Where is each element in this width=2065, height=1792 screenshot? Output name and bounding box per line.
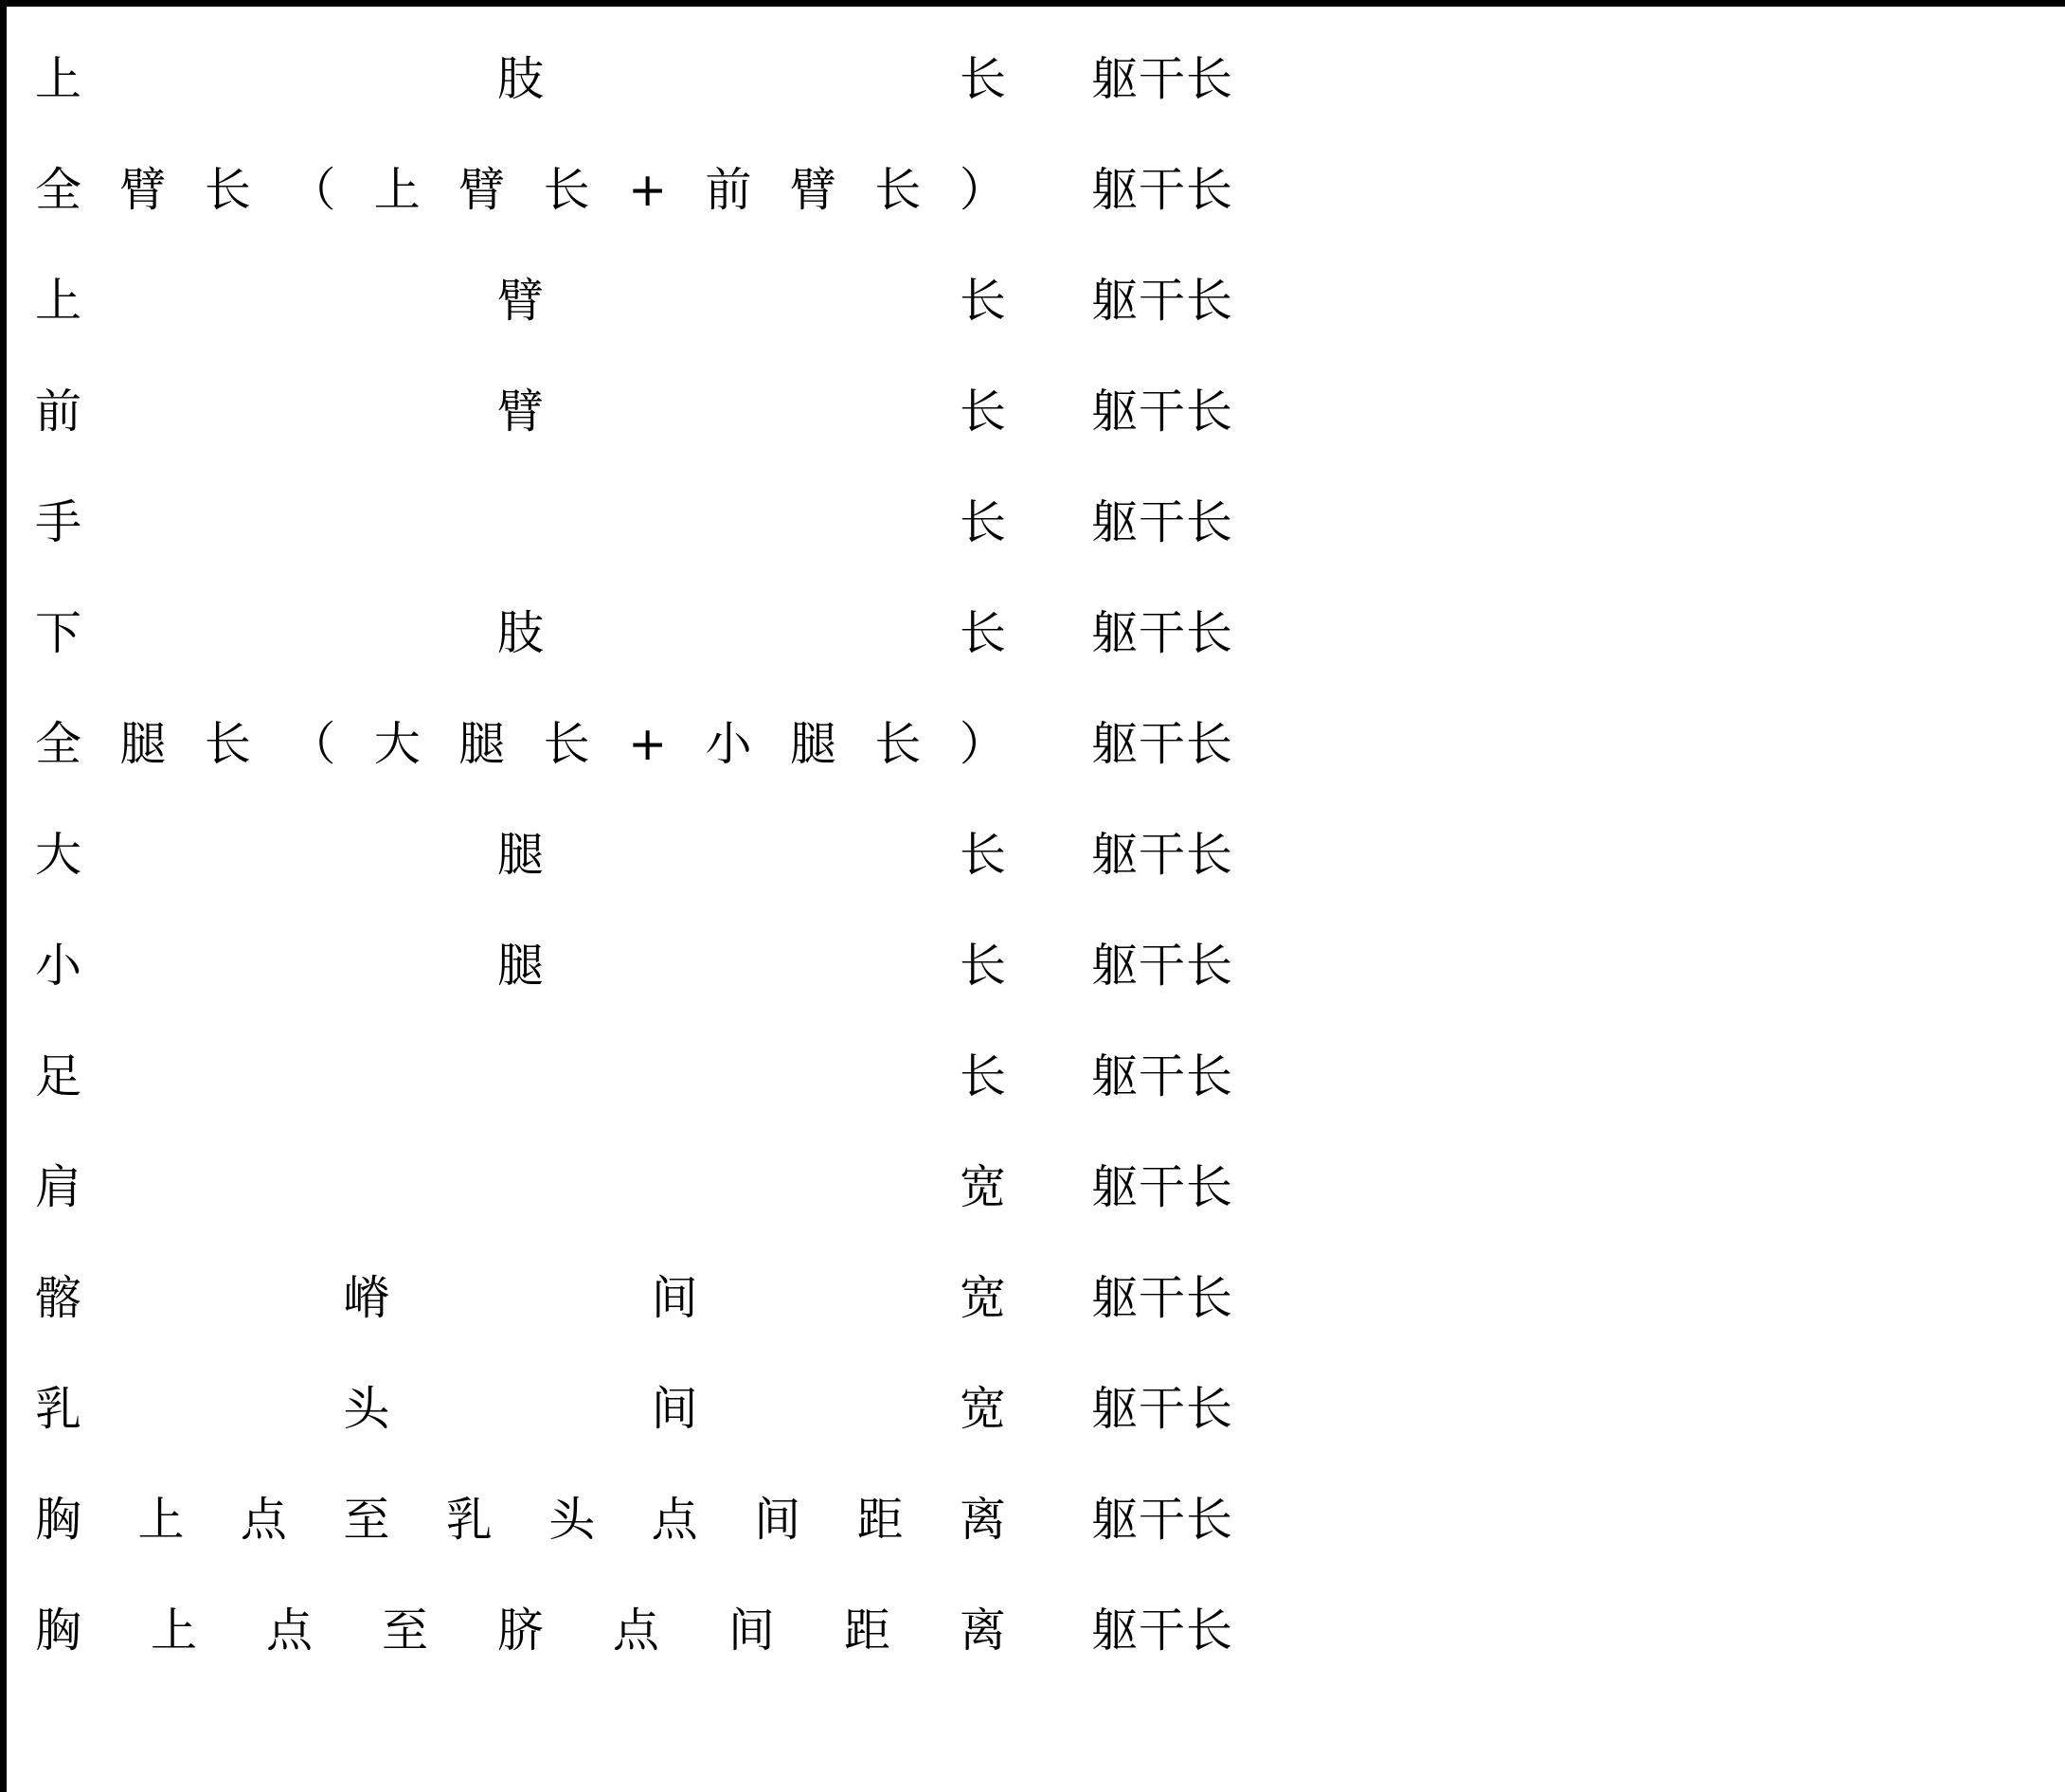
term-char: 间 xyxy=(651,1382,698,1436)
row-reference: 躯干长 xyxy=(1091,1382,1234,1436)
term-char: 长 xyxy=(959,828,1006,882)
term-char: 手 xyxy=(35,495,82,549)
row-reference: 躯干长 xyxy=(1091,1049,1234,1103)
term-char: 长 xyxy=(959,1049,1006,1103)
term-char: 臂 xyxy=(496,274,544,328)
term-char: 大 xyxy=(373,717,421,771)
term-char: 腿 xyxy=(789,717,836,771)
term-char: 足 xyxy=(35,1049,82,1103)
term-char: 长 xyxy=(204,717,251,771)
term-char: 全 xyxy=(35,163,82,217)
row-reference: 躯干长 xyxy=(1091,828,1234,882)
term-char: 至 xyxy=(381,1604,428,1658)
row-reference: 躯干长 xyxy=(1091,606,1234,660)
term-char: 长 xyxy=(959,606,1006,660)
table-body xyxy=(7,7,2065,1792)
term-char: 大 xyxy=(35,828,82,882)
term-char: 点 xyxy=(651,1493,698,1547)
row-term xyxy=(35,689,1091,799)
term-char: 肢 xyxy=(496,52,544,106)
row-reference: 躯干长 xyxy=(1091,939,1234,993)
table-row xyxy=(35,910,2065,1021)
term-char: 小 xyxy=(35,939,82,993)
term-char: 长 xyxy=(959,274,1006,328)
term-char: 胸 xyxy=(35,1604,82,1658)
term-char: 长 xyxy=(959,939,1006,993)
row-term xyxy=(35,356,1091,467)
term-char: 臂 xyxy=(458,163,506,217)
table-row xyxy=(35,799,2065,910)
term-char: 腿 xyxy=(496,939,544,993)
term-char: ） xyxy=(959,163,1006,217)
term-char: 乳 xyxy=(445,1493,493,1547)
term-char: 间 xyxy=(727,1604,775,1658)
term-char: 长 xyxy=(959,52,1006,106)
term-char: 下 xyxy=(35,606,82,660)
term-char: 长 xyxy=(874,163,922,217)
term-char: 宽 xyxy=(959,1382,1006,1436)
term-char: 长 xyxy=(543,717,590,771)
page-border-left xyxy=(0,0,7,1792)
term-char: 小 xyxy=(705,717,752,771)
table-row xyxy=(35,1243,2065,1353)
term-char: 长 xyxy=(874,717,922,771)
term-char: 宽 xyxy=(959,1271,1006,1325)
term-char: 至 xyxy=(343,1493,390,1547)
term-char: 嵴 xyxy=(343,1271,390,1325)
term-char: 全 xyxy=(35,717,82,771)
term-char: 距 xyxy=(843,1604,890,1658)
row-term xyxy=(35,799,1091,910)
term-char: 离 xyxy=(959,1604,1006,1658)
term-char: 上 xyxy=(35,274,82,328)
row-reference: 躯干长 xyxy=(1091,163,1234,217)
term-char: 臂 xyxy=(496,385,544,439)
term-char: 长 xyxy=(959,495,1006,549)
table-row xyxy=(35,1464,2065,1575)
term-char: 间 xyxy=(754,1493,801,1547)
page-border-top xyxy=(0,0,2065,7)
term-char: ） xyxy=(959,717,1006,771)
term-char: 腿 xyxy=(119,717,167,771)
row-reference: 躯干长 xyxy=(1091,717,1234,771)
table-row xyxy=(35,1353,2065,1464)
term-char: 间 xyxy=(651,1271,698,1325)
term-char: 长 xyxy=(204,163,251,217)
table-row xyxy=(35,1132,2065,1243)
table-row xyxy=(35,245,2065,356)
row-reference: 躯干长 xyxy=(1091,274,1234,328)
row-reference: 躯干长 xyxy=(1091,495,1234,549)
term-char: 点 xyxy=(240,1493,287,1547)
row-reference: 躯干长 xyxy=(1091,1160,1234,1214)
row-reference: 躯干长 xyxy=(1091,52,1234,106)
row-term xyxy=(35,1021,1091,1132)
row-term xyxy=(35,467,1091,578)
table-row xyxy=(35,467,2065,578)
term-char: 点 xyxy=(265,1604,313,1658)
term-char: 上 xyxy=(373,163,421,217)
term-char: 髂 xyxy=(35,1271,82,1325)
row-term xyxy=(35,24,1091,134)
term-char: （ xyxy=(289,717,336,771)
term-char: 乳 xyxy=(35,1382,82,1436)
row-term xyxy=(35,1353,1091,1464)
table-row xyxy=(35,24,2065,134)
term-char: 长 xyxy=(543,163,590,217)
table-row xyxy=(35,1575,2065,1686)
row-term xyxy=(35,1132,1091,1243)
term-char: 上 xyxy=(35,52,82,106)
term-char: 腿 xyxy=(458,717,506,771)
term-char: 肢 xyxy=(496,606,544,660)
row-term xyxy=(35,245,1091,356)
term-char: 前 xyxy=(35,385,82,439)
term-char: 臂 xyxy=(119,163,167,217)
term-char: 前 xyxy=(705,163,752,217)
term-char: 长 xyxy=(959,385,1006,439)
term-char: 胸 xyxy=(35,1493,82,1547)
term-char: 上 xyxy=(137,1493,185,1547)
term-char: 点 xyxy=(612,1604,659,1658)
term-char: 肩 xyxy=(35,1160,82,1214)
term-char: （ xyxy=(289,163,336,217)
term-char: 臂 xyxy=(789,163,836,217)
row-term xyxy=(35,578,1091,689)
table-row xyxy=(35,134,2065,245)
term-char: 离 xyxy=(959,1493,1006,1547)
table-row xyxy=(35,578,2065,689)
term-char: 脐 xyxy=(496,1604,544,1658)
term-char: + xyxy=(628,163,668,217)
term-char: 头 xyxy=(548,1493,596,1547)
term-char: 头 xyxy=(343,1382,390,1436)
term-char: + xyxy=(628,717,668,771)
row-reference: 躯干长 xyxy=(1091,1271,1234,1325)
term-char: 上 xyxy=(150,1604,197,1658)
table-row xyxy=(35,689,2065,799)
row-term xyxy=(35,1243,1091,1353)
row-term xyxy=(35,134,1091,245)
term-char: 腿 xyxy=(496,828,544,882)
term-char: 宽 xyxy=(959,1160,1006,1214)
row-term xyxy=(35,1575,1091,1686)
row-term xyxy=(35,1464,1091,1575)
row-reference: 躯干长 xyxy=(1091,1604,1234,1658)
table-row xyxy=(35,356,2065,467)
term-char: 距 xyxy=(856,1493,904,1547)
row-reference: 躯干长 xyxy=(1091,385,1234,439)
table-row xyxy=(35,1021,2065,1132)
row-reference: 躯干长 xyxy=(1091,1493,1234,1547)
row-term xyxy=(35,910,1091,1021)
